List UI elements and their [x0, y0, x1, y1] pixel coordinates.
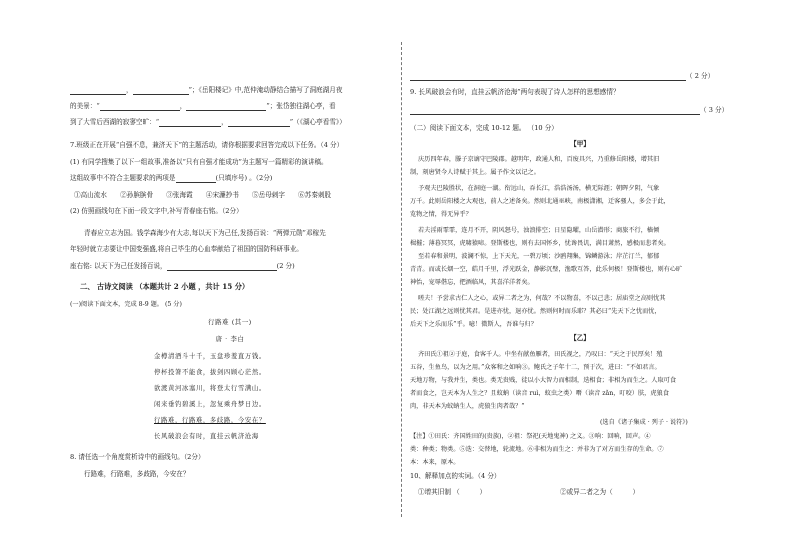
column-divider [401, 42, 402, 517]
answer-line-9: （ 3 分） [410, 106, 728, 115]
motto-line: 座右铭: 以天下为己任发扬百说， (2 分) [70, 262, 295, 270]
passage-jia-line: 至若春和景明，波澜不惊，上下天光，一碧万顷；沙鸥翔集，锦鳞游泳；岸芷汀兰，郁郁 [418, 253, 660, 260]
poem-title: 行路难 (其一) [208, 318, 252, 326]
question-8-quote: 行路难，行路难，多歧路，今安在？ [84, 470, 190, 478]
passage-jia-line: 后天下之乐而乐”乎。噫！微斯人，吾谁与归？ [410, 321, 537, 328]
passage-yi-line: 者而食之，岂天本为人生之？且蚊蚋（读音 ruì，蚊虫之类）噆（读音 zǎn，叮咬）肤，虎狼食 [410, 390, 669, 397]
answer-blank[interactable] [159, 119, 221, 127]
passage-jia-line: 民；处江湖之远则忧其君。是进亦忧，退亦忧。然则何时而乐耶？其必曰“先天下之忧而忧， [410, 308, 661, 315]
paragraph-line: 年轻时就立志要让中国变强盛,将自己毕生的心血奉献给了祖国的国防科研事业。 [70, 245, 303, 253]
poem-author: 唐 · 李白 [215, 335, 245, 343]
section-b-instructions: （二）阅读下面文本，完成 10-12 题。 （10 分） [410, 124, 558, 132]
passage-source: (选自《诸子集成 · 列子 · 说符》) [600, 419, 688, 426]
poem-line: 闲来垂钓碧溪上，忽复乘舟梦日边。 [154, 400, 266, 408]
poem-line: 长风破浪会有时，直挂云帆济沧海 [154, 432, 259, 440]
question-text: ；《岳阳楼记》中,范仲淹动静结合描写了洞庭湖月夜 [191, 86, 343, 94]
passage-jia-line: 神怡，宠辱偕忘，把酒临风，其喜洋洋者矣。 [410, 279, 534, 286]
fill-line-2: 的美景：“ ， ”；张岱独往湖心亭，看 [70, 102, 336, 110]
passage-yi-line: 五谷，生鱼鸟，以为之用。”众客和之如响③。鲍氏之子年十二，预于次，进曰：“不如君言。 [410, 364, 661, 371]
passage-jia-line: 庆历四年春，滕子京谪守巴陵郡。越明年，政通人和，百废具兴，乃重修岳阳楼，增其旧 [418, 156, 660, 163]
question-7-1: (1) 有同学搜集了以下一组故事,准备以“只有自强才能成功”为主题写一篇精彩的演讲稿。 [70, 158, 328, 166]
passage-jia-line: 嗟夫！予尝求古仁人之心，或异二者之为，何哉？不以物喜，不以己悲；居庙堂之高则忧其 [418, 295, 666, 302]
passage-jia-line: 制，刻唐贤今人诗赋于其上。属予作文以记之。 [410, 169, 540, 176]
passage-jia-line: 若夫淫雨霏霏，连月不开，阴风怒号，浊浪排空；日星隐曜，山岳潜形；商旅不行，樯倾 [418, 227, 660, 234]
annotation-line: 类：种类；物类。⑤迭：交替地，轮流地。⑥非相为而生之：并非为了对方而生存的生命。⑦ [410, 446, 664, 453]
answer-blank[interactable] [70, 87, 126, 95]
question-7: 7.班级正在开展“自强不息，兼济天下”的主题活动，请你根据要求回答完成以下任务。（4 分） [70, 141, 344, 149]
answer-line-8: （ 2 分） [410, 72, 714, 81]
question-10-a: ①增其旧制 （ ） [418, 488, 487, 496]
section-2-heading: 二、 古诗文阅读 （本题共计 2 小题 ，共计 15 分） [80, 282, 250, 291]
question-7-1-answer: 这组故事中不符合主题要求的两项是 (只填序号) 。（2分) [70, 174, 273, 182]
annotation-line: 【注】①田氏：齐国姓田的(贵族)，②祖：祭祀(天地鬼神) 之义。③响：回响，回声。④ [410, 433, 651, 440]
passage-yi-line: 齐田氏①祖②于庭，食客千人。中坐有献鱼雁者，田氏视之，乃叹曰：“天之于民厚矣！殖 [418, 351, 663, 358]
annotation-line: 本：本来，原本。 [410, 459, 460, 466]
fill-line-3: 到了大雪后西湖的寂寥空旷：“ ， ”（《湖心亭看雪》） [70, 118, 346, 126]
passage-yi-line: 天地万物，与我并生，类也。类无贵贱，徒以小大智力而相制，迭相食；非相为而生之。人取可食 [410, 377, 677, 384]
question-9: 9. 长风破浪会有时，直挂云帆济沧海”两句表现了诗人怎样的思想感情？ [410, 88, 620, 96]
options-list: ①高山流水 ②孙膑膑骨 ③张海霞 ④宋濂抄书 ⑤岳母刺字 ⑥苏秦刺股 [74, 191, 332, 199]
answer-blank[interactable] [186, 103, 266, 111]
passage-jia-line: 予观夫巴陵胜状，在洞庭一湖。衔远山，吞长江，浩浩汤汤，横无际涯；朝晖夕阴，气象 [418, 185, 660, 192]
question-8: 8. 请任选一个角度赏析诗中的画线句。（2分） [70, 453, 205, 461]
answer-blank[interactable] [167, 263, 277, 271]
passage-jia-line: 万千。此则岳阳楼之大观也，前人之述备矣。然则北通巫峡，南极潇湘，迁客骚人，多会于此， [410, 198, 670, 205]
question-7-2: (2) 仿照画线句在下面一段文字中,补写青春座右铭。（2分） [70, 207, 243, 215]
answer-blank[interactable] [176, 175, 216, 183]
poem-line-underlined: 行路难，行路难，多歧路，今安在？ [154, 416, 266, 424]
answer-blank[interactable] [133, 87, 189, 95]
passage-yi-line: 肉，非天本为蚊蚋生人，虎狼生肉者哉？” [410, 403, 525, 410]
poem-line: 停杯投箸不能食，拔剑四顾心茫然。 [154, 368, 266, 376]
paragraph-line: 青春应立志为国。钱学森海少有大志,每以天下为己任,发扬百说：“两弹元勋”邓稼先 [84, 229, 326, 237]
section-2-1-instructions: (一)阅读下面文本，完成 8-9 题。 (5 分) [70, 301, 182, 308]
poem-line: 欲渡黄河冰塞川，将登太行雪满山。 [154, 384, 266, 392]
passage-jia-line: 览物之情，得无异乎？ [410, 211, 472, 218]
answer-blank[interactable] [228, 119, 290, 127]
passage-jia-label: 【甲】 [570, 140, 590, 148]
question-10: 10、解释加点的实词。（4 分） [410, 472, 501, 480]
answer-blank[interactable] [100, 103, 180, 111]
poem-line: 金樽清酒斗十千，玉盘珍羞直万钱。 [154, 352, 266, 360]
passage-yi-label: 【乙】 [570, 334, 590, 342]
question-10-b: ②或异二者之为（ ） [560, 488, 640, 496]
passage-jia-line: 青青。而或长烟一空，皓月千里，浮光跃金，静影沉璧，渔歌互答，此乐何极！登斯楼也，则有心旷 [410, 266, 683, 273]
passage-jia-line: 楫摧；薄暮冥冥，虎啸猿啼。登斯楼也，则有去国怀乡，忧谗畏讥，满目萧然，感极而悲者矣。 [410, 240, 670, 247]
answer-blank[interactable] [410, 107, 700, 115]
answer-blank[interactable] [410, 73, 686, 81]
fill-line-1: ， ”；《岳阳楼记》中,范仲淹动静结合描写了洞庭湖月夜 [70, 86, 342, 95]
